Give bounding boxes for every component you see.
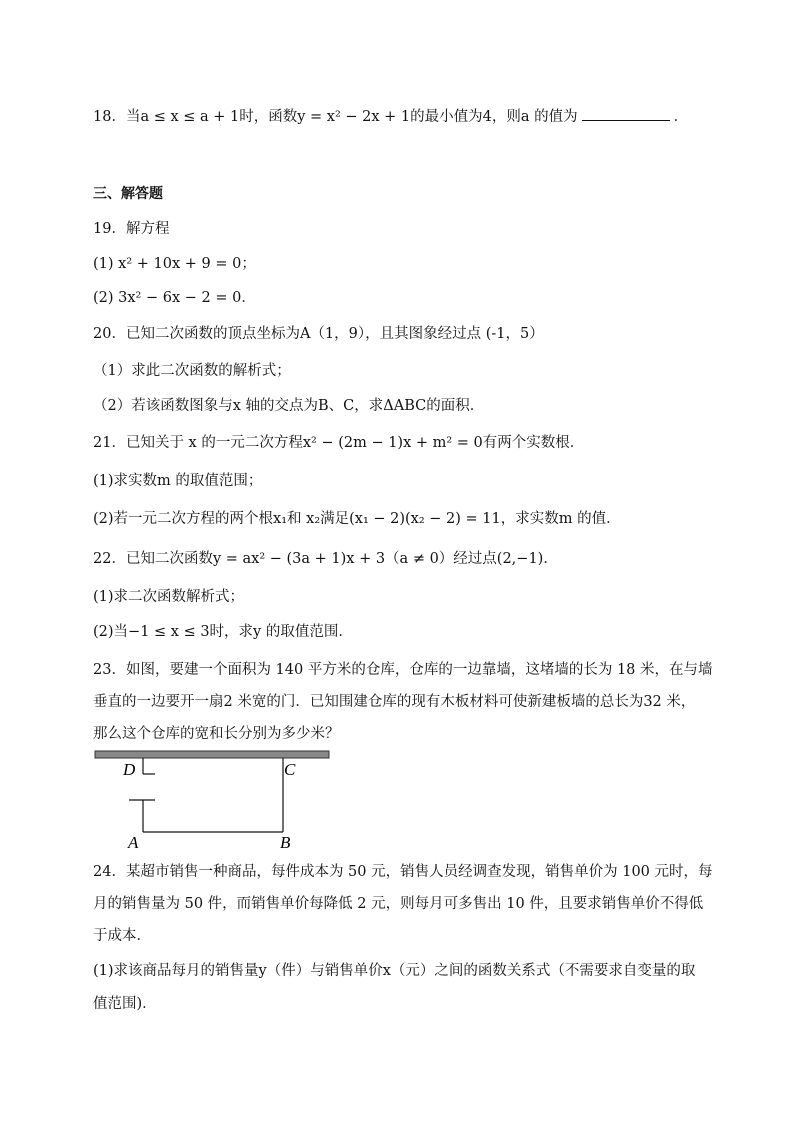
- label-c: C: [284, 760, 296, 779]
- label-a: A: [128, 833, 139, 852]
- answer-blank[interactable]: [582, 106, 670, 121]
- warehouse-diagram-svg: [93, 748, 333, 852]
- wall: [95, 751, 329, 758]
- question-24-line1: 24．某超市销售一种商品，每件成本为 50 元，销售人员经调查发现，销售单价为 100 元时，每: [93, 864, 713, 880]
- question-24-part1-line2: 值范围)．: [93, 996, 157, 1012]
- warehouse-diagram: [93, 748, 333, 852]
- question-20-part2: （2）若该函数图象与x 轴的交点为B、C，求ΔABC的面积．: [93, 398, 485, 414]
- question-24-part1-line1: (1)求该商品每月的销售量y（件）与销售单价x（元）之间的函数关系式（不需要求自变量的取: [93, 963, 696, 979]
- question-21-title: 21．已知关于 x 的一元二次方程x² − (2m − 1)x + m² = 0有两个实数根．: [93, 435, 585, 451]
- question-21-part2: (2)若一元二次方程的两个根x₁和 x₂满足(x₁ − 2)(x₂ − 2) = 11，求实数m 的值．: [93, 511, 621, 527]
- question-22-part2: (2)当−1 ≤ x ≤ 3时，求y 的取值范围．: [93, 624, 353, 640]
- label-b: B: [280, 833, 291, 852]
- question-20-part1: （1）求此二次函数的解析式；: [93, 363, 291, 379]
- question-19-part2: (2) 3x² − 6x − 2 = 0．: [93, 290, 256, 306]
- question-18: [93, 106, 688, 127]
- question-21-part1: (1)求实数m 的取值范围；: [93, 473, 263, 489]
- question-20-title: 20．已知二次函数的顶点坐标为A（1，9），且其图象经过点 (-1，5）: [93, 326, 544, 342]
- question-23-line1: 23．如图，要建一个面积为 140 平方米的仓库，仓库的一边靠墙，这堵墙的长为 18 米，在与墙: [93, 662, 713, 678]
- section-heading: 三、解答题: [93, 186, 163, 202]
- question-18-end: ．: [673, 109, 689, 125]
- question-22-part1: (1)求二次函数解析式；: [93, 589, 245, 605]
- label-d: D: [123, 760, 136, 779]
- question-23-line2: 垂直的一边要开一扇2 米宽的门．已知围建仓库的现有木板材料可使新建板墙的总长为32 米，: [93, 694, 696, 710]
- question-24-line2: 月的销售量为 50 件，而销售单价每降低 2 元，则每月可多售出 10 件，且要求销售单价不得低: [93, 896, 704, 912]
- question-19-part1: (1) x² + 10x + 9 = 0；: [93, 256, 256, 272]
- question-19-title: 19．解方程: [93, 221, 170, 237]
- question-23-line3: 那么这个仓库的宽和长分别为多少米？: [93, 726, 340, 742]
- question-22-title: 22．已知二次函数y = ax² − (3a + 1)x + 3（a ≠ 0）经过点(2,−1)．: [93, 551, 558, 567]
- question-18-text: 18．当a ≤ x ≤ a + 1时，函数y = x² − 2x + 1的最小值为4，则a 的值为: [93, 109, 578, 125]
- question-24-line3: 于成本．: [93, 928, 151, 944]
